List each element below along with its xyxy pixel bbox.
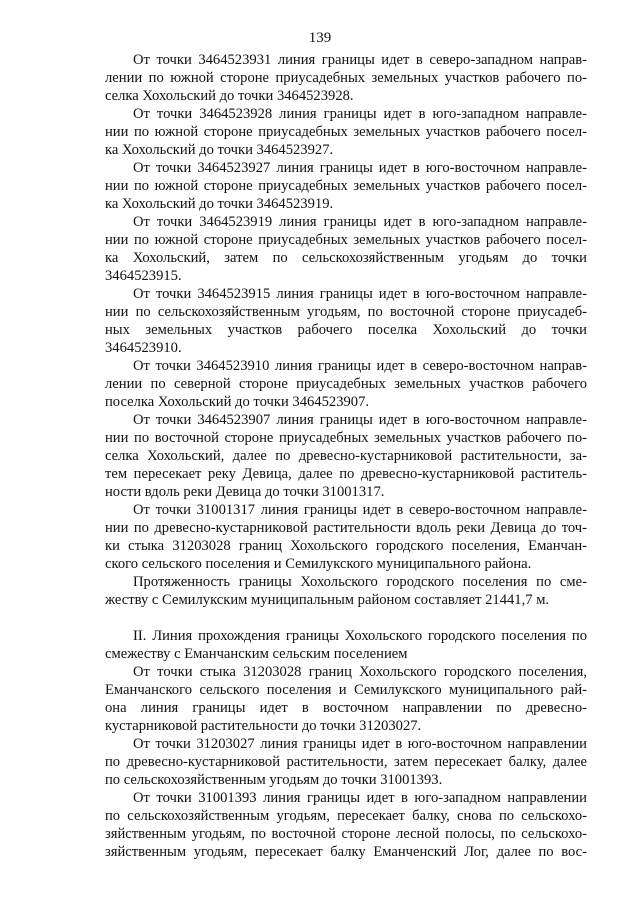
text-line: ности вдоль реки Девица до точки 31001317. bbox=[105, 484, 385, 500]
text-line: селка Хохольский, далее по древесно-кустарниковой растительности, за- bbox=[105, 448, 587, 464]
text-line: нии по древесно-кустарниковой растительности вдоль реки Девица до точ- bbox=[105, 520, 587, 536]
text-line: 3464523910. bbox=[105, 340, 182, 356]
text-line: она линия границы идет в восточном направлении по древесно- bbox=[105, 700, 587, 716]
text-line: лении по южной стороне приусадебных земельных участков рабочего по- bbox=[105, 70, 587, 86]
text-line: От точки 3464523919 линия границы идет в юго-западном направле- bbox=[133, 214, 587, 230]
text-line: нии по восточной стороне приусадебных земельных участков рабочего по- bbox=[105, 430, 587, 446]
text-line: по сельскохозяйственным угодьям, пересекает балку, снова по сельскохо- bbox=[105, 808, 587, 824]
text-line: От точки 3464523931 линия границы идет в северо-западном направ- bbox=[133, 52, 587, 68]
text-line: по сельскохозяйственным угодьям до точки 31001393. bbox=[105, 772, 443, 788]
text-line: нии по южной стороне приусадебных земельных участков рабочего посел- bbox=[105, 178, 587, 194]
text-line: ского сельского поселения и Семилукского муниципального района. bbox=[105, 556, 532, 572]
text-line: ка Хохольский до точки 3464523927. bbox=[105, 142, 334, 158]
text-line: нии по сельскохозяйственным угодьям, по восточной стороне приусадеб- bbox=[105, 304, 587, 320]
text-line: От точки 3464523928 линия границы идет в юго-западном направле- bbox=[133, 106, 587, 122]
text-line: нии по южной стороне приусадебных земельных участков рабочего посел- bbox=[105, 232, 587, 248]
text-line: От точки стыка 31203028 границ Хохольского городского поселения, bbox=[133, 664, 587, 680]
text-line: От точки 3464523915 линия границы идет в юго-восточном направле- bbox=[133, 286, 587, 302]
text-line: 3464523915. bbox=[105, 268, 182, 284]
text-line: селка Хохольский до точки 3464523928. bbox=[105, 88, 354, 104]
text-line: зяйственным угодьям, по восточной стороне лесной полосы, по сельскохо- bbox=[105, 826, 587, 842]
text-line: ки стыка 31203028 границ Хохольского городского поселения, Еманчан- bbox=[105, 538, 587, 554]
text-line: нии по южной стороне приусадебных земельных участков рабочего посел- bbox=[105, 124, 587, 140]
text-line: кустарниковой растительности до точки 31203027. bbox=[105, 718, 422, 734]
text-line: От точки 31203027 линия границы идет в юго-восточном направлении bbox=[133, 736, 587, 752]
text-line: От точки 31001393 линия границы идет в юго-западном направлении bbox=[133, 790, 587, 806]
page-number: 139 bbox=[308, 30, 332, 46]
text-line: ка Хохольский, затем по сельскохозяйственным угодьям до точки bbox=[105, 250, 587, 266]
text-line: лении по северной стороне приусадебных земельных участков рабочего bbox=[105, 376, 587, 392]
text-line: От точки 3464523910 линия границы идет в северо-восточном направ- bbox=[133, 358, 587, 374]
text-line: жеству с Семилукским муниципальным районом составляет 21441,7 м. bbox=[105, 592, 550, 608]
text-line: От точки 3464523907 линия границы идет в юго-восточном направле- bbox=[133, 412, 587, 428]
section-heading: смежеству с Еманчанским сельским поселением bbox=[105, 646, 408, 662]
text-line: зяйственным угодьям, пересекает балку Еманченский Лог, далее по вос- bbox=[105, 844, 587, 860]
text-line: От точки 3464523927 линия границы идет в юго-восточном направле- bbox=[133, 160, 587, 176]
text-line: по древесно-кустарниковой растительности, затем пересекает балку, далее bbox=[105, 754, 587, 770]
text-line: Еманчанского сельского поселения и Семилукского муниципального рай- bbox=[105, 682, 587, 698]
text-line: ка Хохольский до точки 3464523919. bbox=[105, 196, 334, 212]
section-heading: II. Линия прохождения границы Хохольского городского поселения по bbox=[133, 628, 587, 644]
text-line: От точки 31001317 линия границы идет в северо-восточном направле- bbox=[133, 502, 587, 518]
text-line: ных земельных участков рабочего поселка Хохольский до точки bbox=[105, 322, 587, 338]
text-line: тем пересекает реку Девица, далее по древесно-кустарниковой раститель- bbox=[105, 466, 587, 482]
text-line: Протяженность границы Хохольского городского поселения по сме- bbox=[133, 574, 587, 590]
text-line: поселка Хохольский до точки 3464523907. bbox=[105, 394, 370, 410]
